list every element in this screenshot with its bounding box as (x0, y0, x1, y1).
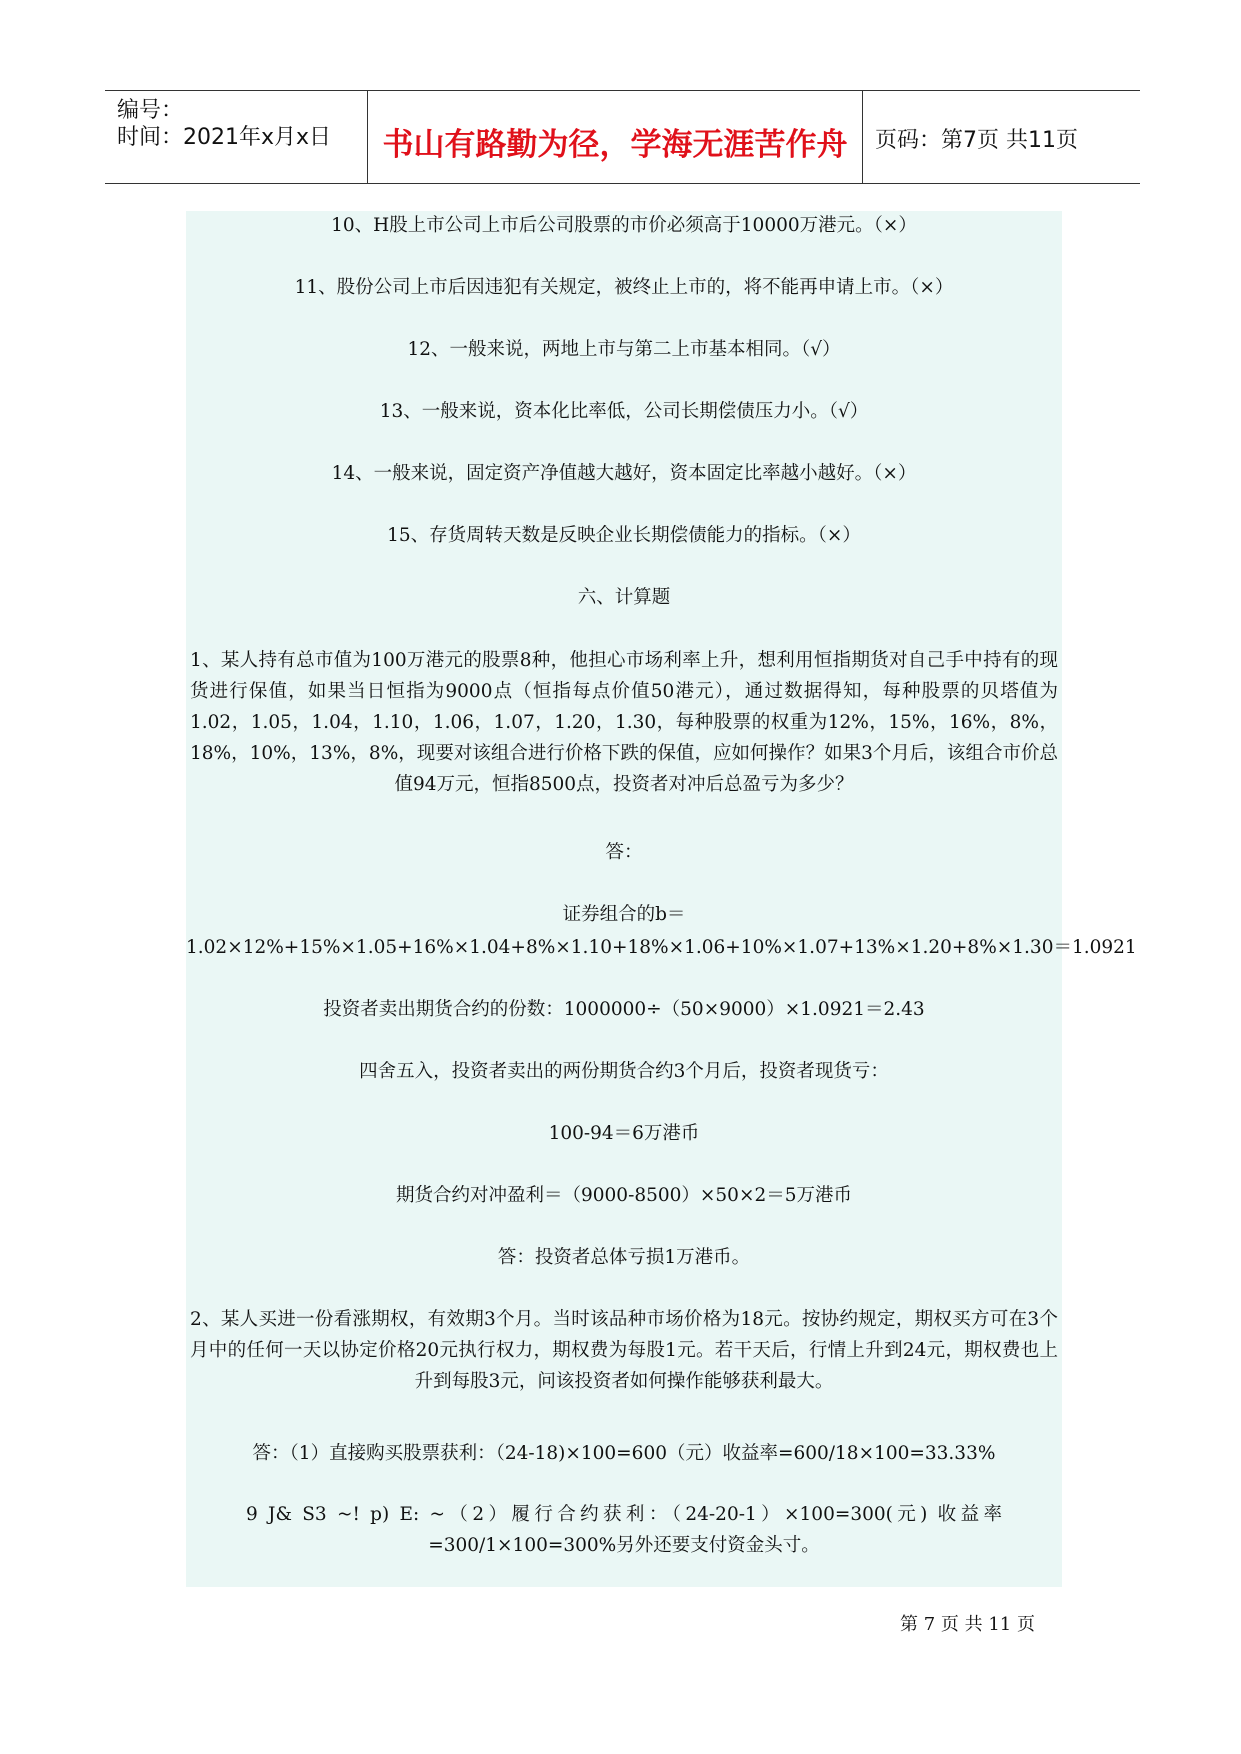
answer-label: 答： (605, 842, 643, 863)
question-13: 13、一般来说，资本化比率低，公司长期偿债压力小。（√） (379, 401, 869, 422)
content-panel (186, 211, 1137, 1587)
motto: 书山有路勤为径，学海无涯苦作舟 (382, 127, 848, 163)
header-left-cell (105, 91, 367, 183)
answer-2-part-1: 答：（1）直接购买股票获利：（24-18)×100=600（元）收益率=600/18×100=33.33% (252, 1443, 996, 1464)
question-10: 10、H股上市公司上市后公司股票的市价必须高于10000万港元。（×） (331, 215, 917, 236)
beta-formula: 1.02×12%+15%×1.05+16%×1.04+8%×1.10+18%×1.06+10%×1.07+13%×1.20+8%×1.30＝1.0921 (186, 937, 1137, 958)
problem-1: 1、某人持有总市值为100万港元的股票8种，他担心市场利率上升，想利用恒指期货对自己手中持有的现货进行保值，如果当日恒指为9000点（恒指每点价值50港元），通过数据得知，每种股票的贝塔值为1.02，1.05，1.04，1.10，1.06，1.07，1.20，1.30，每种股票的权重为12%，15%，16%，8%，18%，10%，13%，8%，现要对该组合进行价格下跌的保值，应如何操作？如果3个月后，该组合市价总值94万元，恒指8500点，投资者对冲后总盈亏为多少？ (190, 650, 1058, 795)
answer-2-part-2: 9 J& S3 ~! p) E: ~（2）履行合约获利：（24-20-1）×100=300(元) 收益率=300/1×100=300%另外还要支付资金头寸。 (246, 1504, 1002, 1556)
question-11: 11、股份公司上市后因违犯有关规定，被终止上市的，将不能再申请上市。（×） (294, 277, 954, 298)
problem-2: 2、某人买进一份看涨期权，有效期3个月。当时该品种市场价格为18元。按协约规定，期权买方可在3个月中的任何一天以协定价格20元执行权力，期权费为每股1元。若干天后，行情上升到24元，期权费也上升到每股3元，问该投资者如何操作能够获利最大。 (190, 1309, 1058, 1392)
spot-loss-line: 100-94＝6万港币 (548, 1123, 700, 1144)
beta-label: 证券组合的b＝ (562, 904, 686, 925)
time-label: 时间：2021年x月x日 (117, 125, 332, 150)
question-14: 14、一般来说，固定资产净值越大越好，资本固定比率越小越好。（×） (331, 463, 917, 484)
page-code: 页码：第7页 共11页 (875, 128, 1078, 153)
rounding-line: 四舍五入，投资者卖出的两份期货合约3个月后，投资者现货亏： (359, 1061, 889, 1082)
number-label: 编号： (117, 98, 184, 123)
question-12: 12、一般来说，两地上市与第二上市基本相同。（√） (407, 339, 841, 360)
document-header (105, 90, 1140, 184)
header-middle-cell (367, 91, 863, 183)
total-answer-line: 答：投资者总体亏损1万港币。 (497, 1247, 751, 1268)
page-footer: 第 7 页 共 11 页 (900, 1614, 1035, 1635)
header-right-cell (863, 91, 1140, 183)
section-title: 六、计算题 (577, 587, 671, 608)
question-15: 15、存货周转天数是反映企业长期偿债能力的指标。（×） (387, 525, 861, 546)
futures-profit-line: 期货合约对冲盈利＝（9000-8500）×50×2＝5万港币 (396, 1185, 852, 1206)
contracts-line: 投资者卖出期货合约的份数：1000000÷（50×9000）×1.0921＝2.43 (323, 999, 925, 1020)
